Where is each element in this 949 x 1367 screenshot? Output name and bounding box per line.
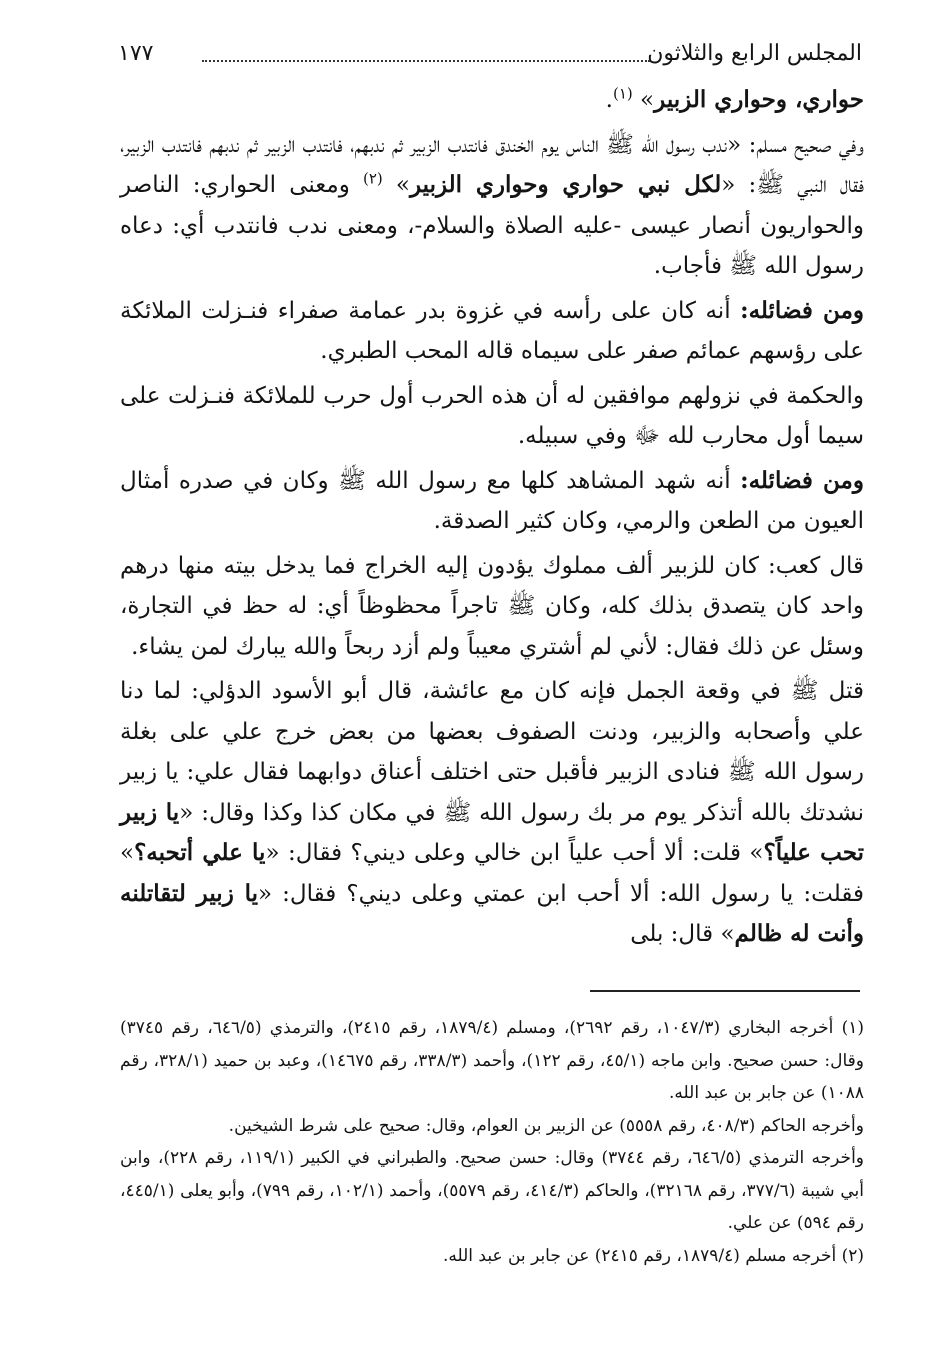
footnote-1: (١) أخرجه البخاري (١٠٤٧/٣، رقم ٢٦٩٢)، ومسلم (١٨٧٩/٤، رقم ٢٤١٥)، والترمذي (٦٤٦/٥، رقم ٣٧٤٥) وقال: حسن صحيح. وابن ماجه (٤٥/١، رقم ١٢٢)، وأحمد (٣٣٨/٣، رقم ١٤٦٧٥)، وعبد بن حميد (٣٢٨/١، رقم ١٠٨٨) عن جابر بن عبد الله. xyxy=(120,1018,864,1103)
footnote-ref-2: (٢) xyxy=(362,169,383,188)
footnote-1-cont: وأخرجه الحاكم (٤٠٨/٣، رقم ٥٥٥٨) عن الزبير بن العوام، وقال: صحيح على شرط الشيخين. xyxy=(228,1115,864,1136)
page-number: ١٧٧ xyxy=(118,41,154,66)
paragraph-3: والحكمة في نزولهم موافقين له أن هذه الحرب أول حرب للملائكة فنـزلت على سيما أول محارب لله ﷻ وفي سبيله. xyxy=(120,382,864,449)
bold-phrase: لكل نبي حواري وحواري الزبير xyxy=(409,171,722,198)
footnote-ref-1: (١) xyxy=(612,84,633,103)
paragraph-6: قتل ﷺ في وقعة الجمل فإنه كان مع عائشة، قال أبو الأسود الدؤلي: لما دنا علي وأصحابه والزبير، ودنت الصفوف بعضها من بعض خرج علي على بغلة رسول الله ﷺ فنادى الزبير فأقبل حتى اختلف أعناق دوابهما فقال علي: يا زبير نشدتك بالله أتذكر يوم مر بك رسول الله ﷺ في مكان كذا وكذا وقال: «يا زبير تحب علياً؟» قلت: ألا أحب علياً ابن خالي وعلى ديني؟ فقال: «يا علي أتحبه؟» فقلت: يا رسول الله: ألا أحب ابن عمتي وعلى ديني؟ فقال: «يا زبير لتقاتلنه وأنت له ظالم» قال: بلى xyxy=(120,678,865,947)
footnote-2: (٢) أخرجه مسلم (١٨٧٩/٤، رقم ٢٤١٥) عن جابر بن عبد الله. xyxy=(442,1245,864,1266)
chapter-title: المجلس الرابع والثلاثون xyxy=(647,41,862,66)
bold-phrase: حواري، وحواري الزبير xyxy=(654,86,864,113)
section-label: ومن فضائله: xyxy=(740,466,864,494)
paragraph-5: قال كعب: كان للزبير ألف مملوك يؤدون إليه الخراج فما يدخل بيته منها درهم واحد كان يتصدق بذلك كله، وكان ﷺ تاجراً محظوظاً أي: له حظ في التجارة، وسئل عن ذلك فقال: لأني لم أشتري معيباً ولم أزد ربحاً والله يبارك لمن يشاء. xyxy=(120,552,864,660)
footnote-separator xyxy=(590,990,860,992)
dotted-leader xyxy=(202,60,650,62)
footnote-1-cont: وأخرجه الترمذي (٦٤٦/٥، رقم ٣٧٤٤) وقال: حسن صحيح. والطبراني في الكبير (١١٩/١، رقم ٢٢٨)، وابن أبي شيبة (٣٧٧/٦، رقم ٣٢١٦٨)، والحاكم (٤١٤/٣، رقم ٥٥٧٩)، وأحمد (١٠٢/١، رقم ٧٩٩)، وأبو يعلى (٤٤٥/١، رقم ٥٩٤) عن علي. xyxy=(120,1148,865,1233)
bold-phrase: يا زبير لتقاتلنه وأنت له ظالم xyxy=(120,879,864,947)
bold-phrase: يا زبير تحب علياً؟ xyxy=(120,798,864,866)
running-header xyxy=(118,34,862,74)
main-text xyxy=(120,80,864,959)
paragraph-0: حواري، وحواري الزبير» $^{(١)}$. xyxy=(605,84,864,113)
paragraph-4: ومن فضائله: أنه شهد المشاهد كلها مع رسول الله ﷺ وكان في صدره أمثال العيون من الطعن والرمي، وكان كثير الصدقة. xyxy=(120,466,864,534)
paragraph-2: ومن فضائله: أنه كان على رأسه في غزوة بدر عمامة صفراء فنـزلت الملائكة على رؤسهم عمائم صفر على سيماه قاله المحب الطبري. xyxy=(120,296,864,364)
bold-phrase: يا علي أتحبه؟ xyxy=(134,839,266,866)
section-label: ومن فضائله: xyxy=(740,296,864,324)
paragraph-1: وفي صحيح مسلم: «ندب رسول الله ﷺ الناس يوم الخندق فانتدب الزبير ثم ندبهم، فانتدب الزبير ثم ندبهم فانتدب الزبير، فقال النبي ﷺ: «لكل نبي حواري وحواري الزبير» $^{(٢)}$ ومعنى الحواري: الناصر والحواريون أنصار عيسى -عليه الصلاة والسلام-، ومعنى ندب فانتدب أي: دعاه رسول الله ﷺ فأجاب. xyxy=(120,131,864,279)
footnotes xyxy=(120,1012,864,1272)
